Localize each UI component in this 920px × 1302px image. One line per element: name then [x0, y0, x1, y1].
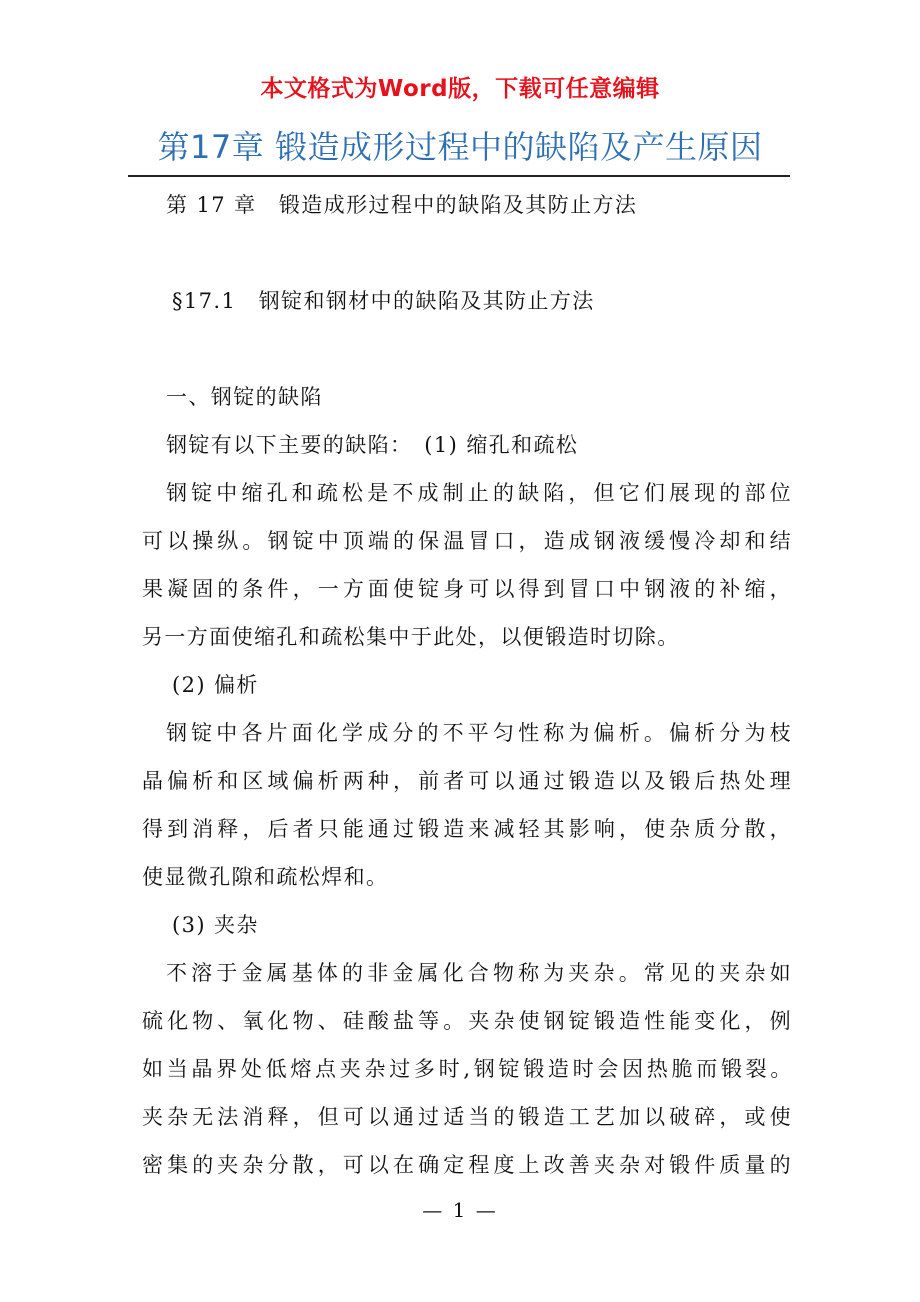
paragraph-line: 晶偏析和区域偏析两种，前者可以通过锻造以及锻后热处理 [142, 769, 792, 793]
paragraph-line: 如当晶界处低熔点夹杂过多时,钢锭锻造时会因热脆而锻裂。 [142, 1057, 792, 1081]
paragraph-line: 密集的夹杂分散，可以在确定程度上改善夹杂对锻件质量的 [142, 1153, 792, 1177]
document-title: 第17章 锻造成形过程中的缺陷及产生原因 [157, 128, 763, 166]
paragraph-line: 钢锭中各片面化学成分的不平匀性称为偏析。偏析分为枝 [166, 721, 792, 745]
paragraph-line: 不溶于金属基体的非金属化合物称为夹杂。常见的夹杂如 [166, 961, 792, 985]
paragraph-line: 得到消释，后者只能通过锻造来减轻其影响，使杂质分散， [142, 817, 792, 841]
chapter-heading: 第 17 章 锻造成形过程中的缺陷及其防止方法 [166, 193, 638, 217]
paragraph-line: 硫化物、氧化物、硅酸盐等。夹杂使钢锭锻造性能变化，例 [142, 1009, 792, 1033]
paragraph-line: 夹杂无法消释，但可以通过适当的锻造工艺加以破碎，或使 [142, 1105, 792, 1129]
item-heading-segregation: (2) 偏析 [172, 673, 259, 697]
section-heading: §17.1 钢锭和钢材中的缺陷及其防止方法 [172, 289, 595, 313]
page-number: — 1 — [422, 1198, 498, 1222]
item-heading-inclusion: (3) 夹杂 [172, 913, 259, 937]
paragraph-line: 使显微孔隙和疏松焊和。 [142, 865, 389, 889]
title-divider [128, 175, 790, 177]
format-banner: 本文格式为Word版，下载可任意编辑 [260, 76, 660, 102]
paragraph-line: 钢锭中缩孔和疏松是不成制止的缺陷，但它们展现的部位 [166, 481, 792, 505]
paragraph-line: 钢锭有以下主要的缺陷： (1) 缩孔和疏松 [166, 433, 579, 457]
paragraph-line: 另一方面使缩孔和疏松集中于此处，以便锻造时切除。 [142, 625, 680, 649]
paragraph-line: 果凝固的条件，一方面使锭身可以得到冒口中钢液的补缩， [142, 577, 792, 601]
subsection-heading: 一、钢锭的缺陷 [166, 385, 323, 409]
paragraph-line: 可以操纵。钢锭中顶端的保温冒口，造成钢液缓慢冷却和结 [142, 529, 792, 553]
